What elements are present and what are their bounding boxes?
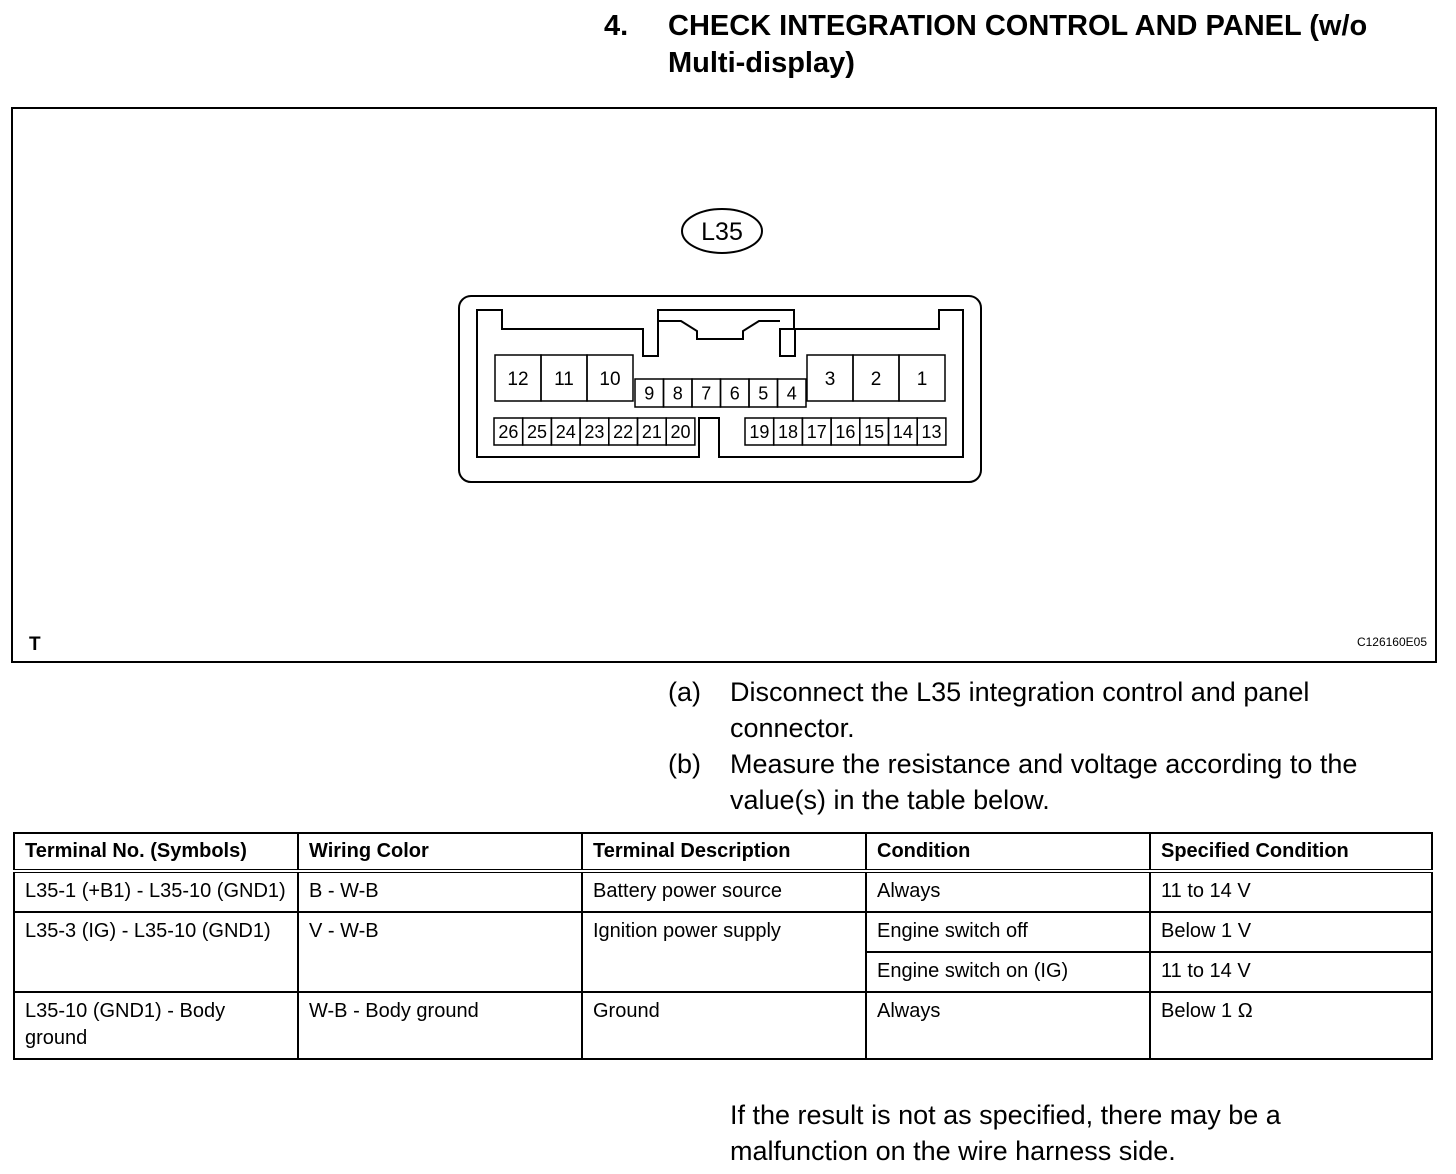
connector-latch <box>658 321 780 339</box>
pin-label: 23 <box>584 421 605 442</box>
pin-label: 15 <box>864 421 885 442</box>
pin-label: 19 <box>749 421 770 442</box>
cell-specified: Below 1 V <box>1150 912 1432 952</box>
step-b <box>668 746 1410 818</box>
header-wiring-color: Wiring Color <box>298 833 582 871</box>
pin-label: 26 <box>498 421 519 442</box>
cell-specified: Below 1 Ω <box>1150 992 1432 1059</box>
table-row <box>14 912 1432 952</box>
header-condition: Condition <box>866 833 1150 871</box>
section-number: 4. <box>604 10 629 42</box>
step-label: (b) <box>668 749 701 779</box>
cell-wiring-color: B - W-B <box>298 871 582 912</box>
pin-label: 4 <box>786 383 797 404</box>
table-row <box>14 871 1432 912</box>
pin-label: 22 <box>613 421 634 442</box>
pin-label: 6 <box>729 383 740 404</box>
corner-mark: T <box>29 634 41 655</box>
pin-label: 10 <box>599 368 621 390</box>
pin-label: 14 <box>892 421 913 442</box>
cell-description: Battery power source <box>582 871 866 912</box>
step-label: (a) <box>668 677 701 707</box>
pin-label: 17 <box>806 421 827 442</box>
cell-description: Ignition power supply <box>582 912 866 992</box>
specification-table <box>13 832 1433 1060</box>
pin-label: 9 <box>644 383 655 404</box>
header-terminal-description: Terminal Description <box>582 833 866 871</box>
step-a <box>668 674 1410 746</box>
cell-terminal: L35-10 (GND1) - Body ground <box>14 992 298 1059</box>
section-title: CHECK INTEGRATION CONTROL AND PANEL (w/o Multi-display) <box>668 10 1368 79</box>
cell-condition: Engine switch on (IG) <box>866 952 1150 992</box>
pin-label: 5 <box>758 383 769 404</box>
header-specified-condition: Specified Condition <box>1150 833 1432 871</box>
cell-wiring-color: V - W-B <box>298 912 582 992</box>
pin-label: 21 <box>641 421 662 442</box>
header-terminal: Terminal No. (Symbols) <box>14 833 298 871</box>
pin-label: 20 <box>670 421 691 442</box>
table-header-row <box>14 833 1432 871</box>
pin-label: 1 <box>916 368 928 390</box>
table-row <box>14 992 1432 1059</box>
cell-wiring-color: W-B - Body ground <box>298 992 582 1059</box>
procedure-steps <box>668 674 1410 818</box>
pin-label: 16 <box>835 421 856 442</box>
step-text: Measure the resistance and voltage according to the value(s) in the table below. <box>730 749 1358 815</box>
cell-terminal: L35-3 (IG) - L35-10 (GND1) <box>14 912 298 992</box>
pin-label: 24 <box>555 421 576 442</box>
cell-specified: 11 to 14 V <box>1150 871 1432 912</box>
figure-code: C126160E05 <box>1356 635 1427 649</box>
pin-label: 2 <box>870 368 882 390</box>
connector-label: L35 <box>701 218 743 246</box>
pin-label: 3 <box>824 368 836 390</box>
result-note: If the result is not as specified, there may be a malfunction on the wire harness side. <box>730 1100 1281 1166</box>
pin-label: 25 <box>527 421 548 442</box>
connector-figure <box>11 107 1437 663</box>
cell-description: Ground <box>582 992 866 1059</box>
cell-condition: Always <box>866 871 1150 912</box>
pin-label: 7 <box>701 383 712 404</box>
connector-diagram <box>13 109 1435 661</box>
pin-label: 11 <box>554 368 574 390</box>
pin-label: 13 <box>921 421 942 442</box>
cell-condition: Engine switch off <box>866 912 1150 952</box>
cell-condition: Always <box>866 992 1150 1059</box>
pin-label: 12 <box>507 368 529 390</box>
pin-label: 8 <box>672 383 683 404</box>
pin-label: 18 <box>778 421 799 442</box>
cell-specified: 11 to 14 V <box>1150 952 1432 992</box>
cell-terminal: L35-1 (+B1) - L35-10 (GND1) <box>14 871 298 912</box>
step-text: Disconnect the L35 integration control and panel connector. <box>730 677 1310 743</box>
